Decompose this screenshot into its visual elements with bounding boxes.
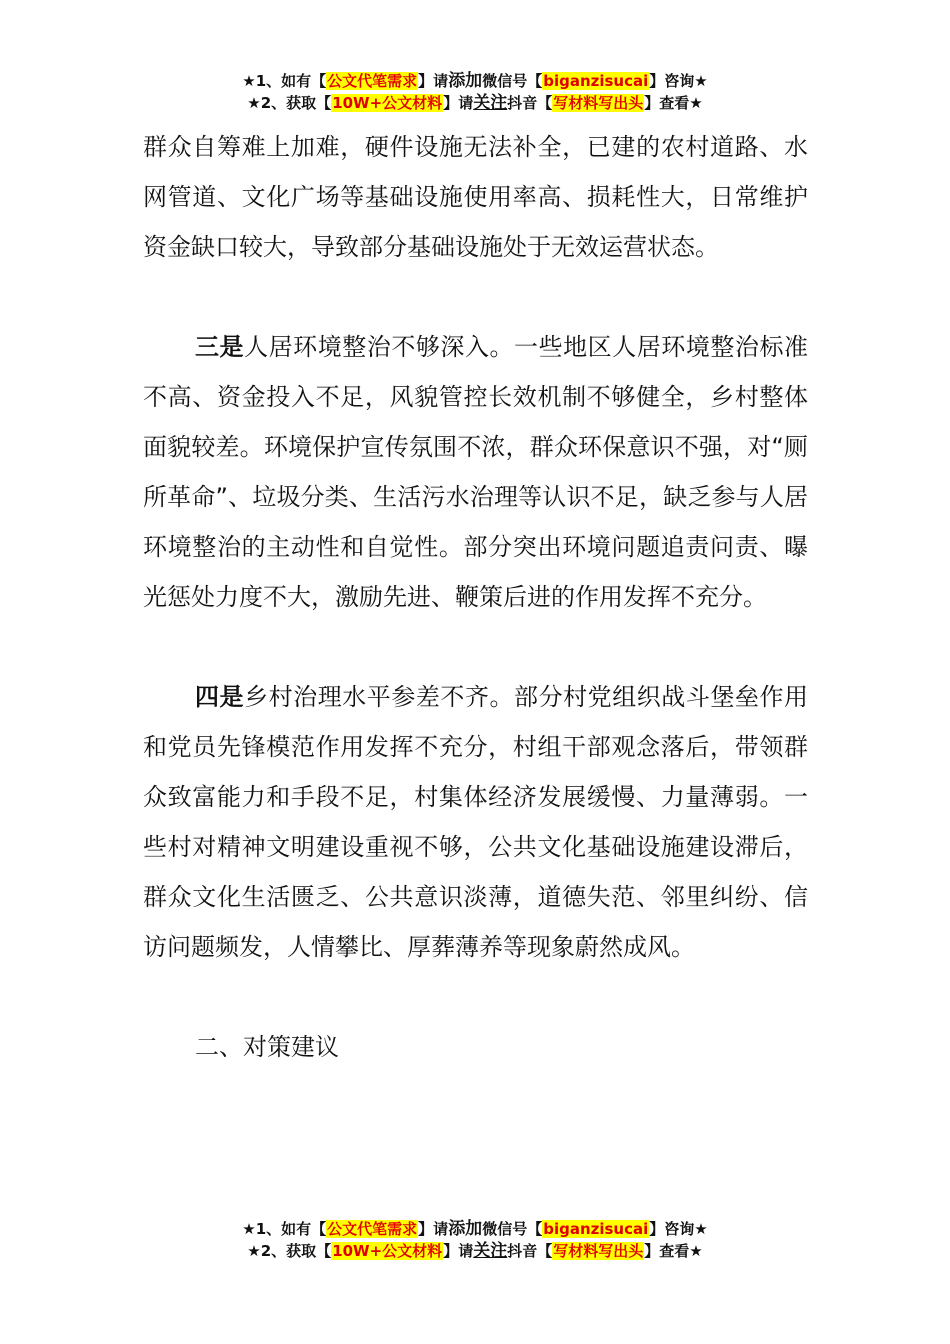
- banner-highlight: 写材料写出头: [553, 1242, 644, 1260]
- banner-text: 】查看★: [644, 1242, 703, 1260]
- paragraph-continuation: [143, 122, 808, 272]
- banner-text: 】请: [418, 1220, 449, 1238]
- banner-highlight: 公文代笔需求: [327, 1220, 418, 1238]
- banner-highlight: biganzisucai: [543, 72, 649, 90]
- banner-highlight: 10W+公文材料: [332, 94, 443, 112]
- banner-emphasis: 添加: [448, 71, 483, 91]
- banner-emphasis: 关注: [473, 1241, 508, 1261]
- banner-line-1: [0, 1218, 950, 1240]
- paragraph-text: 群众自筹难上加难，硬件设施无法补全，已建的农村道路、水网管道、文化广场等基础设施使用率高、损耗性大，日常维护资金缺口较大，导致部分基础设施处于无效运营状态。: [143, 133, 808, 261]
- banner-text: 】请: [443, 1242, 474, 1260]
- banner-text: ★2、获取【: [247, 94, 332, 112]
- banner-text: 】请: [418, 72, 449, 90]
- banner-highlight: 写材料写出头: [553, 94, 644, 112]
- paragraph-lead: 三是: [195, 333, 245, 361]
- banner-text: ★2、获取【: [247, 1242, 332, 1260]
- paragraph-lead: 四是: [195, 683, 245, 711]
- banner-emphasis: 添加: [448, 1219, 483, 1239]
- banner-line-2: [0, 1240, 950, 1262]
- document-body: [143, 122, 808, 1072]
- banner-highlight: 10W+公文材料: [332, 1242, 443, 1260]
- section-heading: 二、对策建议: [195, 1033, 339, 1061]
- banner-emphasis: 关注: [473, 93, 508, 113]
- banner-text: 抖音【: [507, 94, 553, 112]
- banner-text: 】咨询★: [649, 1220, 708, 1238]
- banner-line-2: [0, 92, 950, 114]
- banner-text: 】请: [443, 94, 474, 112]
- paragraph-text: 乡村治理水平参差不齐。部分村党组织战斗堡垒作用和党员先锋模范作用发挥不充分，村组干部观念落后，带领群众致富能力和手段不足，村集体经济发展缓慢、力量薄弱。一些村对精神文明建设重视不够，公共文化基础设施建设滞后，群众文化生活匮乏、公共意识淡薄，道德失范、邻里纠纷、信访问题频发，人情攀比、厚葬薄养等现象蔚然成风。: [143, 683, 809, 961]
- paragraph-text: 人居环境整治不够深入。一些地区人居环境整治标准不高、资金投入不足，风貌管控长效机制不够健全，乡村整体面貌较差。环境保护宣传氛围不浓，群众环保意识不强，对“厕所革命”、垃圾分类、生活污水治理等认识不足，缺乏参与人居环境整治的主动性和自觉性。部分突出环境问题追责问责、曝光惩处力度不大，激励先进、鞭策后进的作用发挥不充分。: [143, 333, 809, 611]
- paragraph-four: [143, 672, 808, 972]
- banner-line-1: [0, 70, 950, 92]
- paragraph-three: [143, 322, 808, 622]
- banner-text: ★1、如有【: [242, 72, 327, 90]
- banner-text: ★1、如有【: [242, 1220, 327, 1238]
- banner-text: 微信号【: [482, 1220, 543, 1238]
- banner-highlight: 公文代笔需求: [327, 72, 418, 90]
- header-banner: [0, 70, 950, 114]
- banner-text: 】咨询★: [649, 72, 708, 90]
- banner-text: 】查看★: [644, 94, 703, 112]
- banner-text: 抖音【: [507, 1242, 553, 1260]
- footer-banner: [0, 1218, 950, 1262]
- banner-highlight: biganzisucai: [543, 1220, 649, 1238]
- banner-text: 微信号【: [482, 72, 543, 90]
